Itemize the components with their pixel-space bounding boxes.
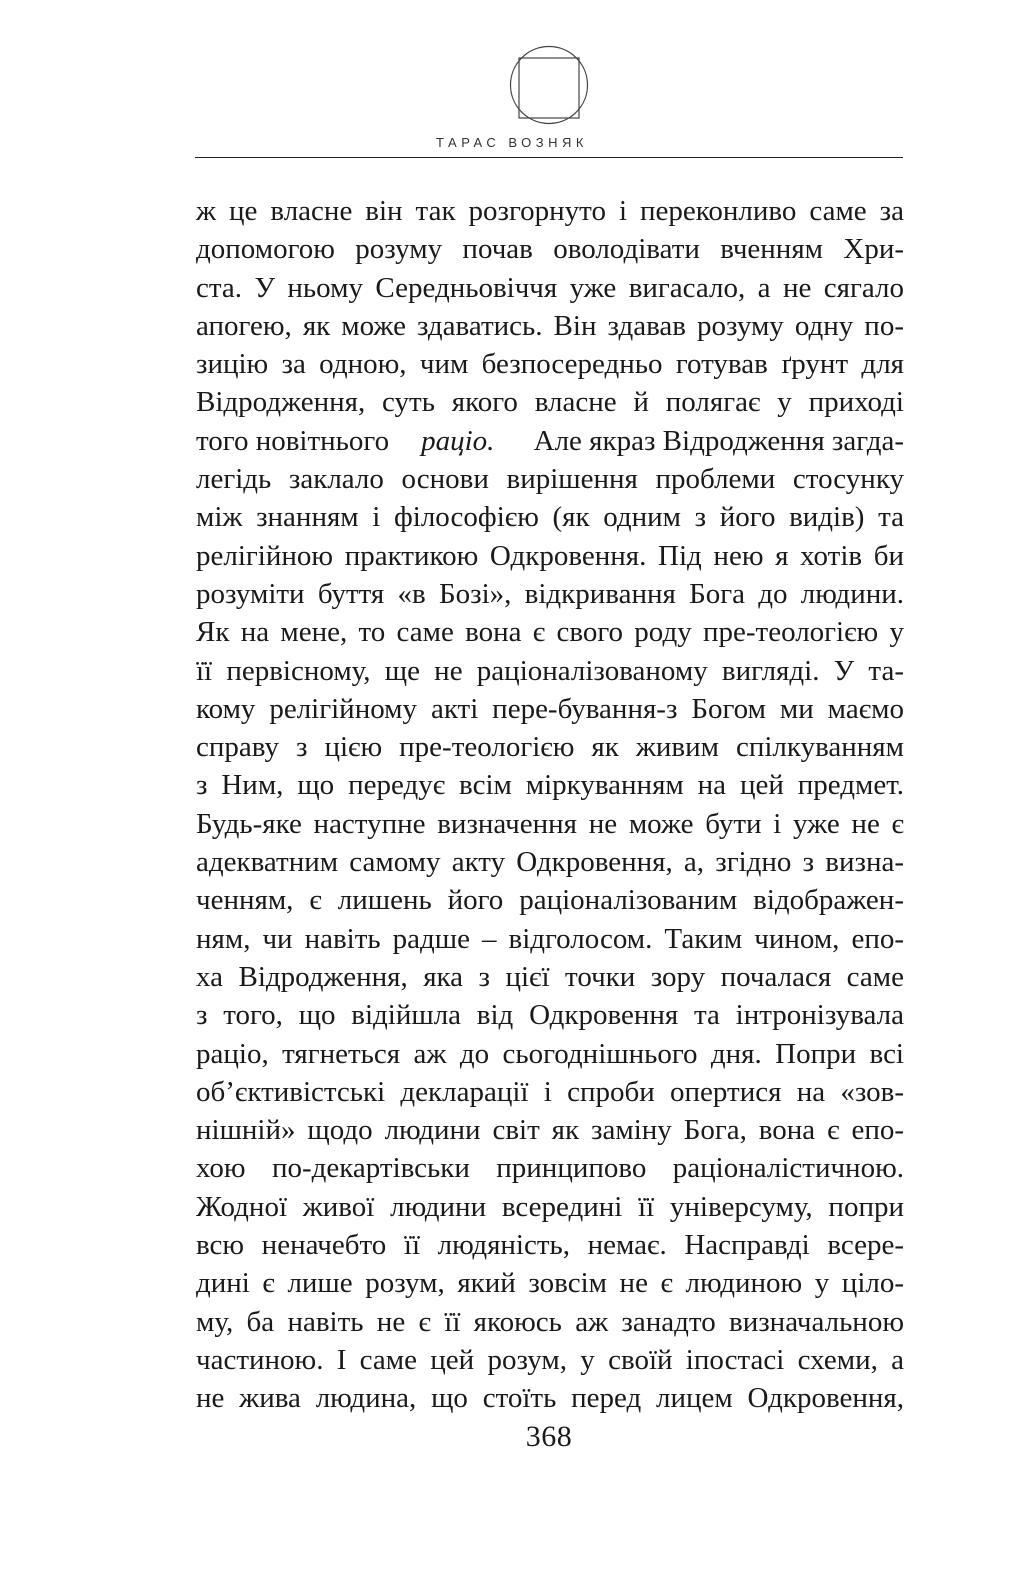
text-line-32: не жива людина, що стоїть перед лицем Одкровення, [196,1382,904,1415]
text-line-28: всю неначебто її людяність, немає. Насправді всере- [196,1229,904,1262]
text-line-17: Будь-яке наступне визначення не може бути і уже не є [196,807,904,840]
text-line-23: раціо, тягнеться аж до сьогоднішнього дня. Попри всі [196,1037,904,1070]
text-line-19: ченням, є лишень його раціоналізованим відображен- [196,884,904,917]
text-line-5: зицію за одною, чим безпосередньо готував ґрунт для [196,348,904,381]
text-line-12: Як на мене, то саме вона є свого роду пре-теологією у [196,616,904,649]
text-line-16: з Ним, що передує всім міркуванням на цей предмет. [196,769,904,802]
text-line-31: частиною. І саме цей розум, у своїй іпостасі схеми, а [196,1343,904,1376]
text-line-3: ста. У ньому Середньовіччя уже вигасало, а не сягало [196,271,904,304]
text-line-6: Відродження, суть якого власне й полягає у приході [196,386,904,419]
italic-word-ratio: раціо. [421,424,495,457]
text-line-25: нішній» щодо людини світ як заміну Бога, вона є епо- [196,1114,904,1147]
text-line-20: ням, чи навіть радше – відголосом. Таким чином, епо- [196,922,904,955]
running-head-author: ТАРАС ВОЗНЯК [436,135,588,150]
emblem-square [519,58,579,118]
text-line-7-tail: Але якраз Відродження загда- [526,424,904,457]
text-line-29: дині є лише розум, який зовсім не є людиною у ціло- [196,1267,904,1300]
circle-square-emblem [509,45,589,125]
text-line-7-head: того новітнього [196,424,390,457]
text-line-18: адекватним самому акту Одкровення, а, згідно з визна- [196,846,904,879]
body-text [196,192,904,1418]
text-line-15: справу з цією пре-теологією як живим спілкуванням [196,731,904,764]
text-line-10: релігійною практикою Одкровення. Під нею я хотів би [196,539,904,572]
text-line-11: розуміти буття «в Бозі», відкривання Бога до людини. [196,577,904,610]
text-line-4: апогею, як може здаватись. Він здавав розуму одну по- [196,309,904,342]
text-line-8: легідь заклало основи вирішення проблеми стосунку [196,463,904,496]
text-line-1: ж це власне він так розгорнуто і переконливо саме за [196,195,904,227]
text-line-9: між знанням і філософією (як одним з його видів) та [196,501,904,534]
text-line-22: з того, що відійшла від Одкровення та інтронізувала [196,999,904,1032]
page-number: 368 [525,1420,573,1453]
text-line-2: допомогою розуму почав оволодівати вченням Хри- [196,233,904,266]
text-line-24: об’єктивістські декларації і спроби опертися на «зов- [196,1075,904,1108]
text-line-14: кому релігійному акті пере-бування-з Богом ми маємо [196,692,904,725]
text-line-7 [196,422,904,460]
header-rule [195,157,903,158]
text-line-27: Жодної живої людини всередині її універсуму, попри [196,1190,904,1223]
text-line-26: хою по-декартівськи принципово раціоналістичною. [196,1152,904,1185]
text-line-30: му, ба навіть не є її якоюсь аж занадто визначальною [196,1305,904,1338]
text-line-13: її первісному, ще не раціоналізованому вигляді. У та- [196,654,904,687]
text-line-21: ха Відродження, яка з цієї точки зору почалася саме [196,960,904,993]
